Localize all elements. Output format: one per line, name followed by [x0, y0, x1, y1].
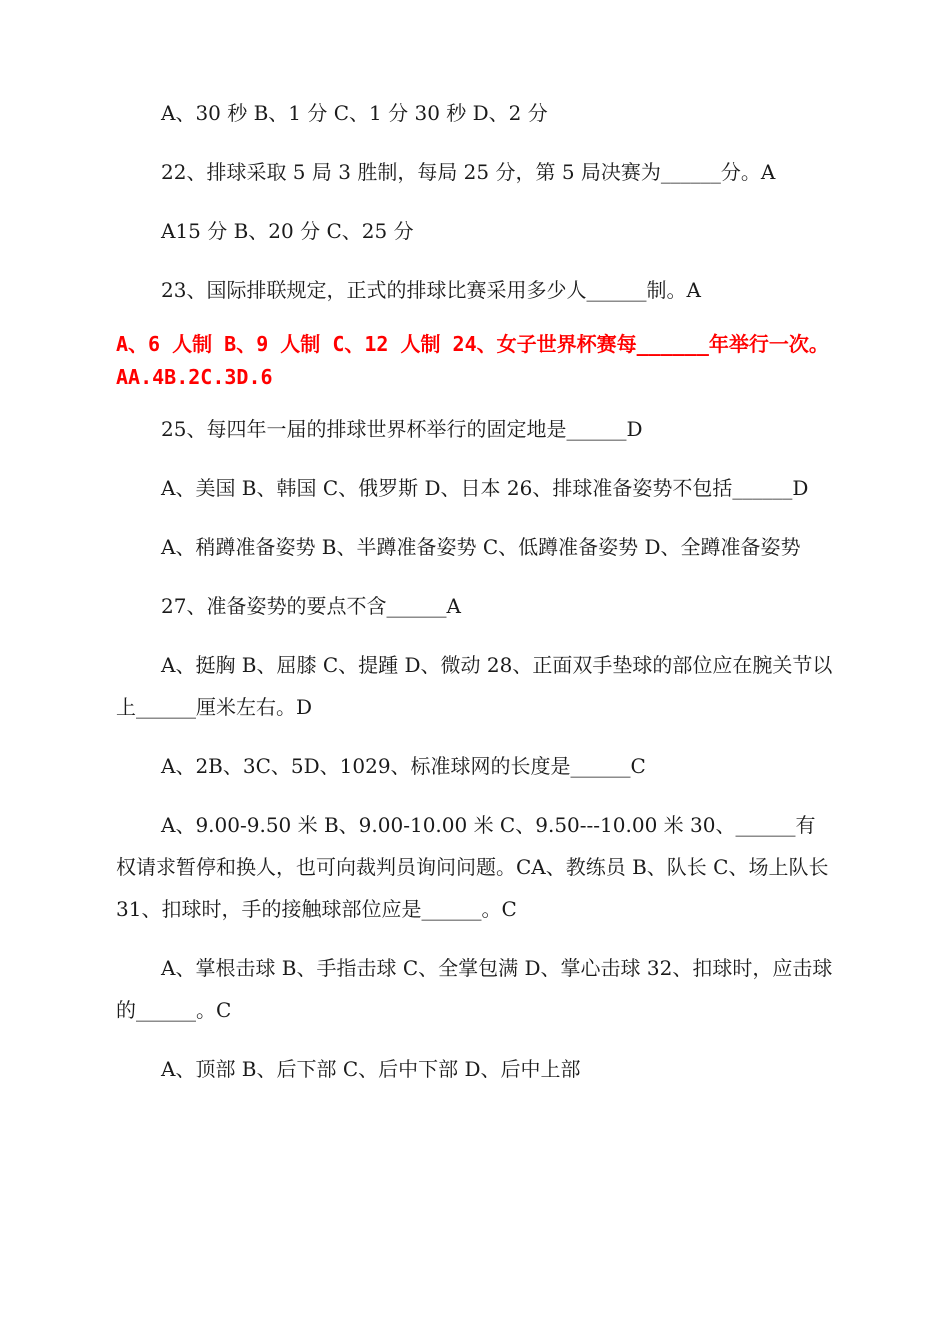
question-22: 22、排球采取 5 局 3 胜制，每局 25 分，第 5 局决赛为______分。A	[161, 160, 776, 184]
document-body	[116, 92, 834, 1107]
highlighted-question-24: A、6 人制 B、9 人制 C、12 人制 24、女子世界杯赛每______年举行一次。AA.4B.2C.3D.6	[116, 332, 829, 389]
answer-options-line-21: A、30 秒 B、1 分 C、1 分 30 秒 D、2 分	[161, 101, 548, 125]
answer-options-32: A、顶部 B、后下部 C、后中下部 D、后中上部	[161, 1057, 581, 1081]
question-27: 27、准备姿势的要点不含______A	[161, 594, 461, 618]
answer-options-29-question-30-31: A、9.00-9.50 米 B、9.00-10.00 米 C、9.50---10.00 米 30、______有权请求暂停和换人，也可向裁判员询问问题。CA、教练员 B、队长 C、场上队长 31、扣球时，手的接触球部位应是______。C	[116, 813, 829, 921]
question-25: 25、每四年一届的排球世界杯举行的固定地是______D	[161, 417, 643, 441]
answer-options-26: A、稍蹲准备姿势 B、半蹲准备姿势 C、低蹲准备姿势 D、全蹲准备姿势	[161, 535, 801, 559]
answer-options-31-question-32: A、掌根击球 B、手指击球 C、全掌包满 D、掌心击球 32、扣球时，应击球的______。C	[116, 956, 833, 1022]
answer-options-22: A15 分 B、20 分 C、25 分	[161, 219, 414, 243]
answer-options-28-question-29: A、2B、3C、5D、1029、标准球网的长度是______C	[161, 754, 646, 778]
answer-options-25-question-26: A、美国 B、韩国 C、俄罗斯 D、日本 26、排球准备姿势不包括______D	[161, 476, 809, 500]
question-23: 23、国际排联规定，正式的排球比赛采用多少人______制。A	[161, 278, 701, 302]
answer-options-27-question-28: A、挺胸 B、屈膝 C、提踵 D、微动 28、正面双手垫球的部位应在腕关节以上______厘米左右。D	[116, 653, 833, 719]
